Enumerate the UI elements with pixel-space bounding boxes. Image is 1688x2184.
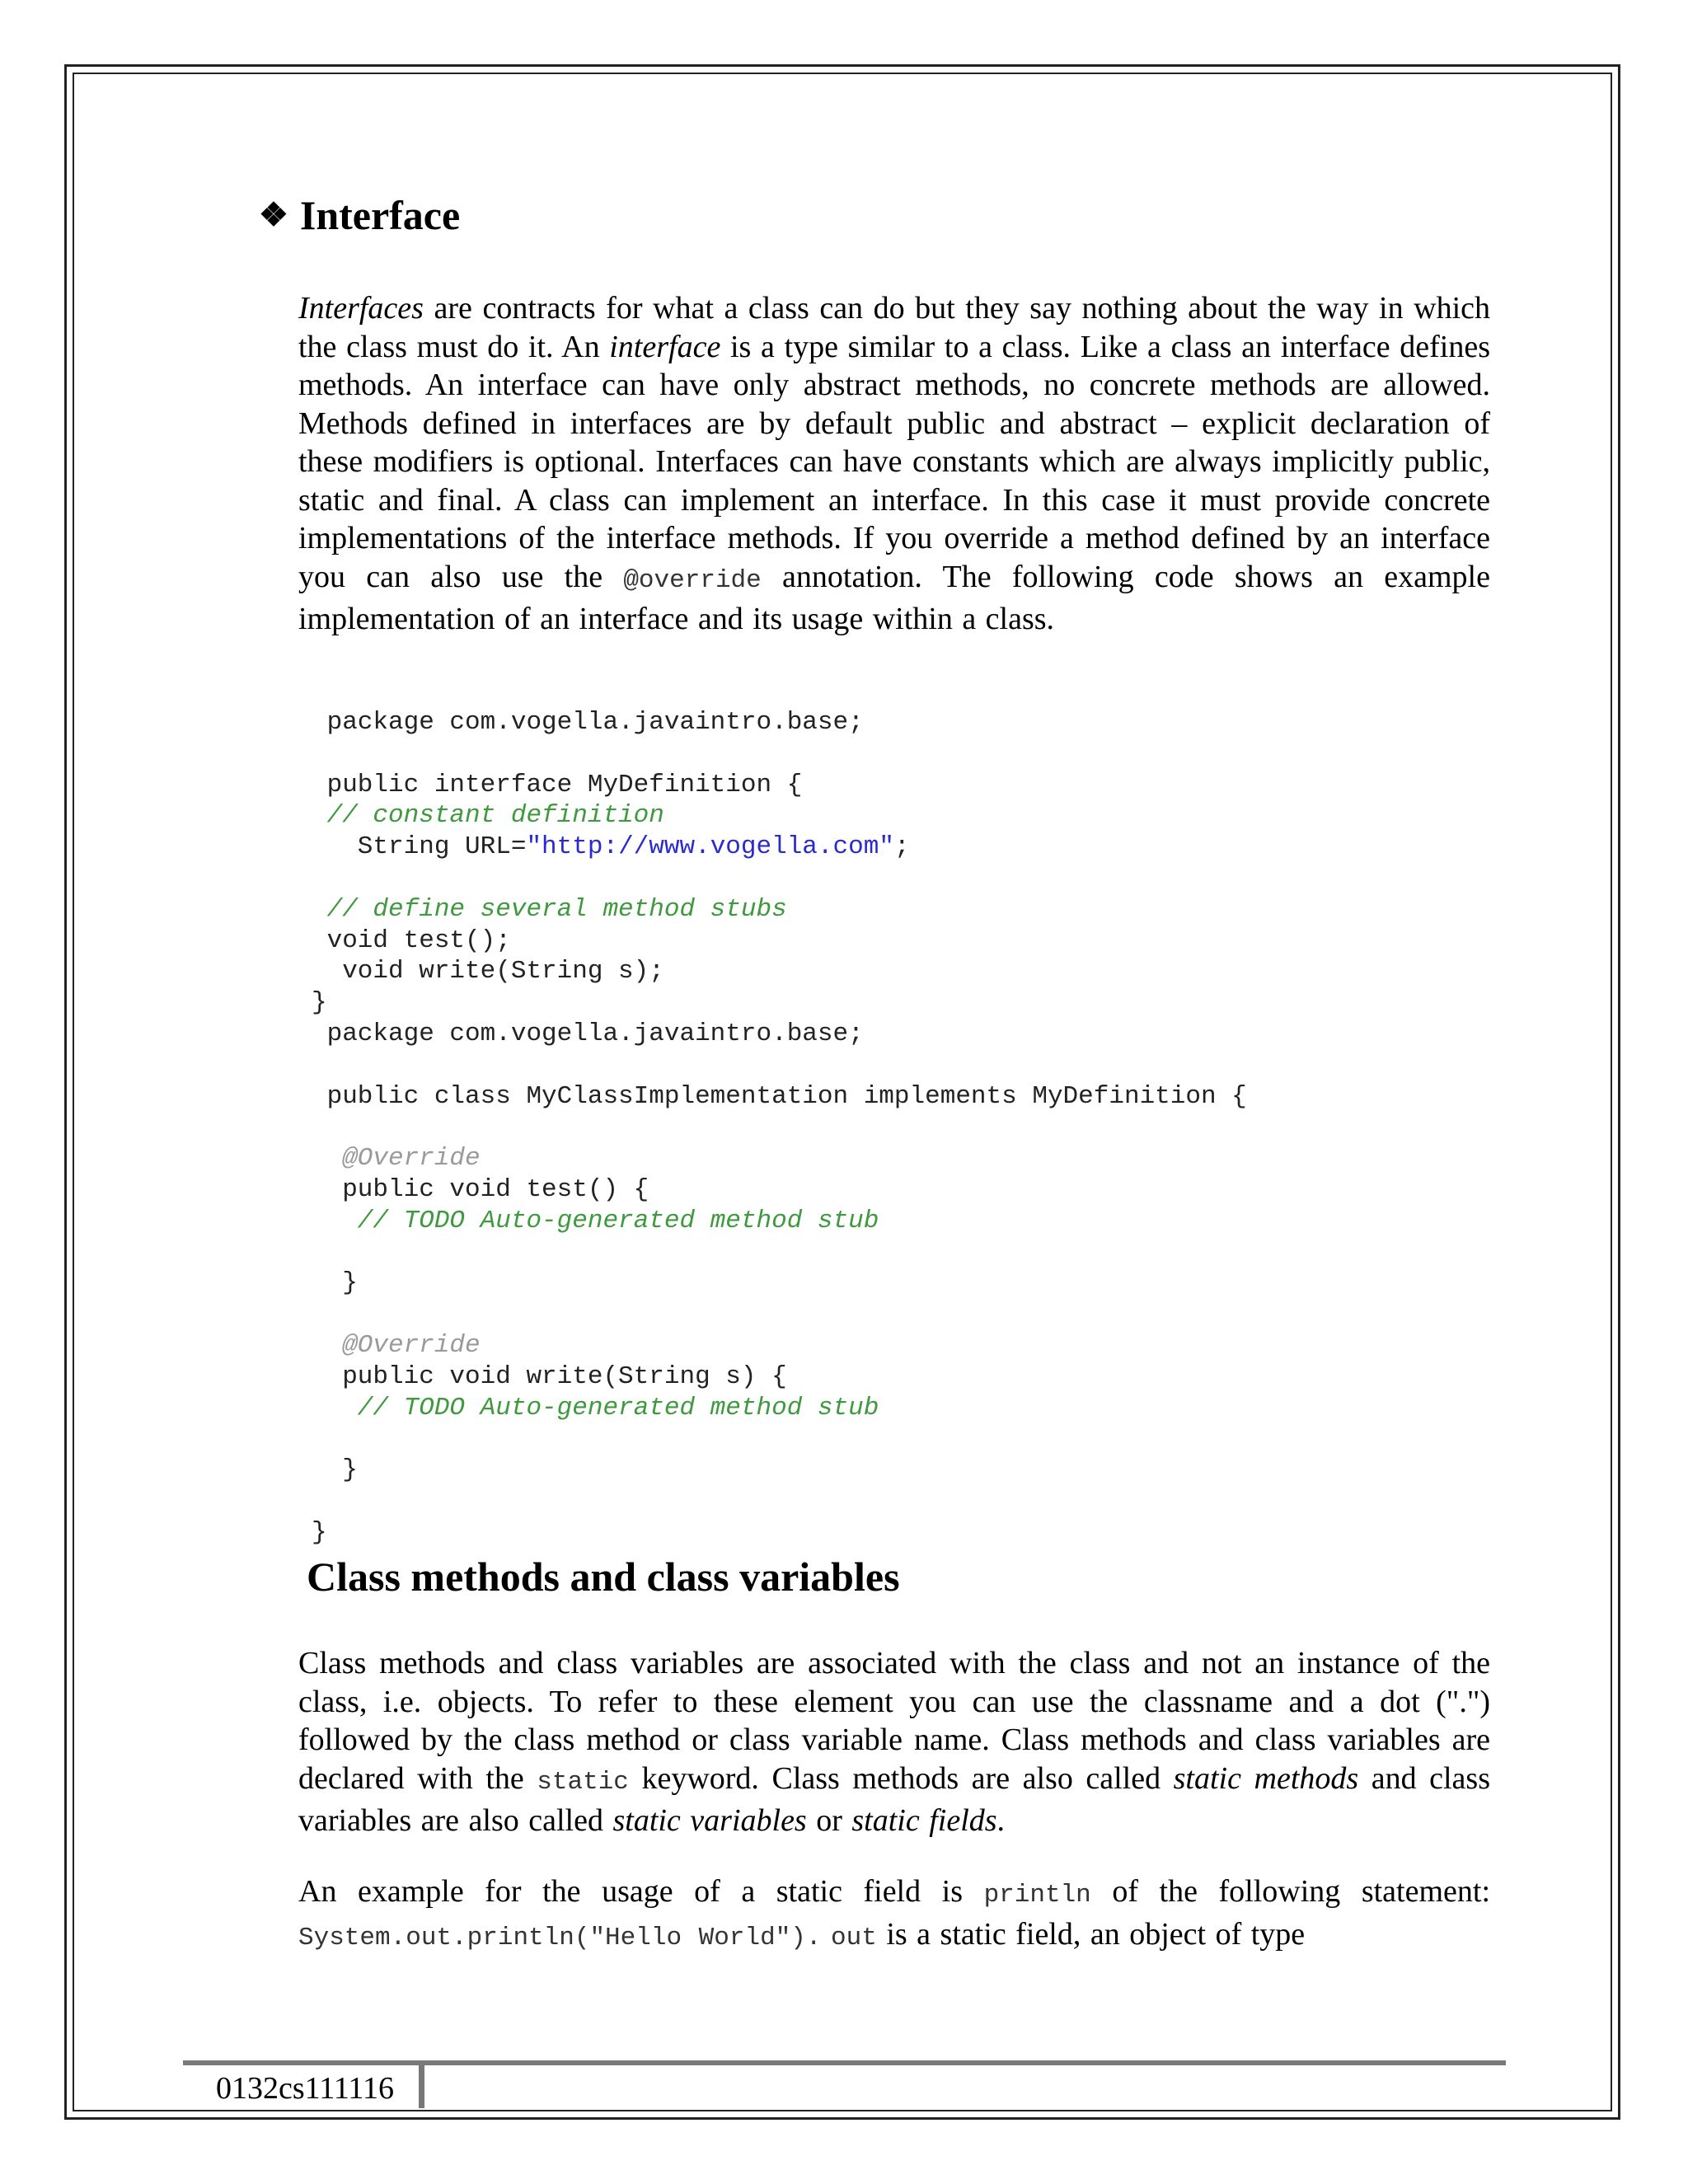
- footer-divider: [419, 2065, 424, 2108]
- paragraph-text: [822, 1917, 832, 1952]
- code-line: package com.vogella.javaintro.base;: [312, 1019, 864, 1048]
- code-comment: // TODO Auto-generated method stub: [312, 1393, 879, 1422]
- emphasis-interface: interface: [609, 329, 721, 364]
- emphasis-static-methods: static methods: [1173, 1760, 1359, 1796]
- code-line: }: [312, 1268, 358, 1298]
- code-annotation: @Override: [312, 1330, 481, 1360]
- inline-code-system-out-println: System.out.println("Hello World").: [298, 1923, 822, 1952]
- java-code-listing: [312, 707, 1247, 1549]
- inline-code-out: out: [831, 1923, 877, 1952]
- static-field-example-paragraph: [298, 1872, 1490, 1957]
- paragraph-text: of the following statement:: [1090, 1874, 1490, 1909]
- emphasis-interfaces: Interfaces: [298, 291, 424, 326]
- paragraph-text: or: [806, 1803, 852, 1838]
- paragraph-text: is a type similar to a class. Like a class an interface defines methods. An interface can have only abstract methods, no concrete methods are allowed. Methods defined in interfaces are by default public and abstract – explicit declaration of these modifiers is optional. Interfaces can have constants which are always implicitly public, static and final. A class can implement an interface. In this case it must provide concrete implementations of the interface methods. If you override a method defined by an interface you can also use the: [298, 329, 1490, 594]
- inline-code-println: println: [983, 1881, 1091, 1910]
- paragraph-text: keyword. Class methods are also called: [628, 1760, 1174, 1796]
- four-diamond-bullet-icon: ❖: [259, 196, 288, 233]
- section-heading-class-methods: Class methods and class variables: [307, 1554, 900, 1600]
- section-title: Interface: [299, 192, 461, 238]
- code-line: public void write(String s) {: [312, 1361, 787, 1391]
- code-string: "http://www.vogella.com": [526, 832, 894, 862]
- paragraph-text: annotation. The following code shows an example implementation of an interface and its usage within a class.: [298, 559, 1490, 636]
- footer-id: 0132cs111116: [216, 2071, 395, 2106]
- code-line: }: [312, 1455, 358, 1485]
- code-line: String URL=: [312, 832, 527, 862]
- code-line: public void test() {: [312, 1174, 649, 1204]
- interface-paragraph: [298, 289, 1490, 639]
- code-line: }: [312, 988, 327, 1018]
- paragraph-text: and class variables are also called: [298, 1760, 1490, 1838]
- code-line: public class MyClassImplementation implements MyDefinition {: [312, 1081, 1247, 1111]
- code-line: package com.vogella.javaintro.base;: [312, 708, 864, 737]
- code-comment: // TODO Auto-generated method stub: [312, 1206, 879, 1235]
- paragraph-text: Class methods and class variables are associated with the class and not an instance of the class, i.e. objects. To refer to these element you can use the classname and a dot (".") followed by the class method or class variable name. Class methods and class variables are declared with the: [298, 1646, 1490, 1796]
- code-line: ;: [893, 832, 910, 862]
- paragraph-text: are contracts for what a class can do but they say nothing about the way in which the class must do it. An: [298, 291, 1490, 364]
- paragraph-text: is a static field, an object of type: [876, 1916, 1306, 1952]
- code-comment: // constant definition: [312, 801, 664, 831]
- code-annotation: @Override: [312, 1144, 481, 1174]
- footer-rule: [183, 2060, 1506, 2065]
- code-line: }: [312, 1517, 327, 1547]
- emphasis-static-fields: static fields: [851, 1803, 997, 1838]
- code-line: void test();: [312, 926, 511, 955]
- inline-code-override: @override: [623, 565, 762, 595]
- paragraph-text: .: [996, 1803, 1006, 1838]
- code-comment: // define several method stubs: [312, 894, 787, 924]
- section-heading-interface: [259, 194, 460, 236]
- emphasis-static-variables: static variables: [612, 1803, 807, 1838]
- inline-code-static: static: [537, 1767, 629, 1797]
- code-line: public interface MyDefinition {: [312, 770, 803, 799]
- class-methods-paragraph: [298, 1644, 1490, 1840]
- paragraph-text: An example for the usage of a static field is: [298, 1874, 984, 1909]
- code-line: void write(String s);: [312, 957, 664, 987]
